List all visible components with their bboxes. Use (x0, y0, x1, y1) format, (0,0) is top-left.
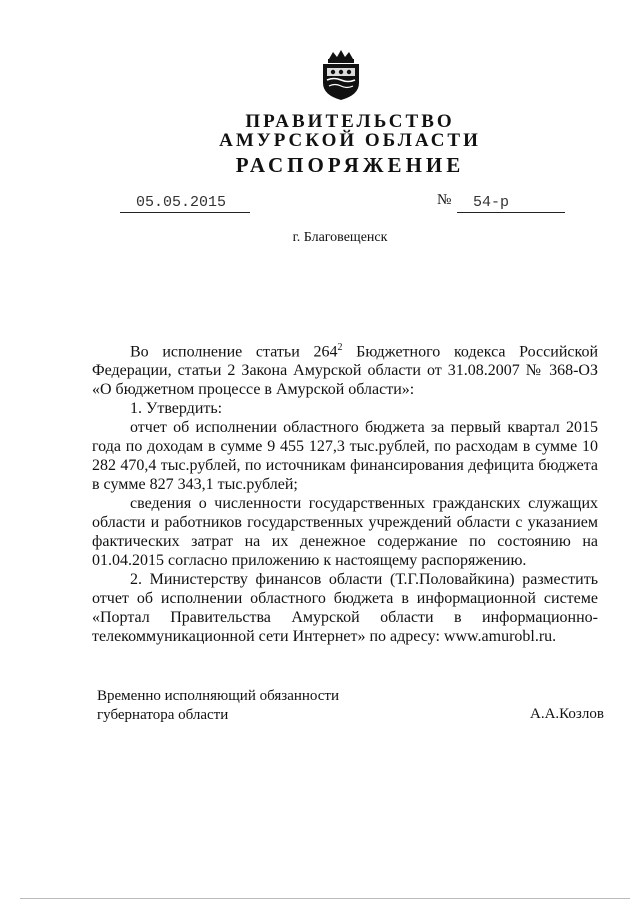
item-2: 2. Министерству финансов области (Т.Г.Половайкина) разместить отчет об исполнении областного бюджета в информационной системе «Портал Правительства Амурской области в информационно-телекоммуникационной сети Интернет» по адресу: www.amurobl.ru. (92, 571, 598, 646)
page-bottom-rule (20, 898, 630, 899)
item-1: 1. Утвердить: (130, 400, 223, 418)
item-1-report: отчет об исполнении областного бюджета за первый квартал 2015 года по доходам в сумме 9 455 127,3 тыс.рублей, по расходам в сумме 10 282 470,4 тыс.рублей, по источникам финансирования дефицита бюджета в сумме 827 343,1 тыс.рублей; (92, 419, 598, 494)
signatory-name: А.А.Козлов (530, 706, 604, 722)
signatory-position (97, 687, 339, 725)
document-type-title: РАСПОРЯЖЕНИЕ (235, 153, 465, 177)
preamble-paragraph (92, 338, 598, 399)
number-sign: № (437, 192, 452, 208)
city-name: г. Благовещенск (292, 230, 388, 245)
item-1-staffing: сведения о численности государственных гражданских служащих области и работников государственных учреждений области с указанием фактических затрат на их денежное содержание по состоянию на 01.04.2015 согласно приложению к настоящему распоряжению. (92, 495, 598, 570)
government-title: ПРАВИТЕЛЬСТВО (245, 111, 455, 132)
article-superscript: 2 (337, 342, 343, 353)
region-title: АМУРСКОЙ ОБЛАСТИ (219, 130, 481, 151)
document-date: 05.05.2015 (120, 194, 250, 213)
preamble-text: Во исполнение статьи 264 (130, 343, 338, 361)
preamble-text-cont: Бюджетного кодекса Российской Федерации, статьи 2 Закона Амурской области от 31.08.2007 № 368-ОЗ «О бюджетном процессе в Амурской области»: (92, 343, 599, 399)
document-number: 54-р (457, 194, 565, 213)
position-line-2: губернатора области (97, 707, 229, 723)
document-body (92, 338, 598, 646)
coat-of-arms-emblem (319, 49, 363, 101)
position-line-1: Временно исполняющий обязанности (97, 688, 340, 704)
